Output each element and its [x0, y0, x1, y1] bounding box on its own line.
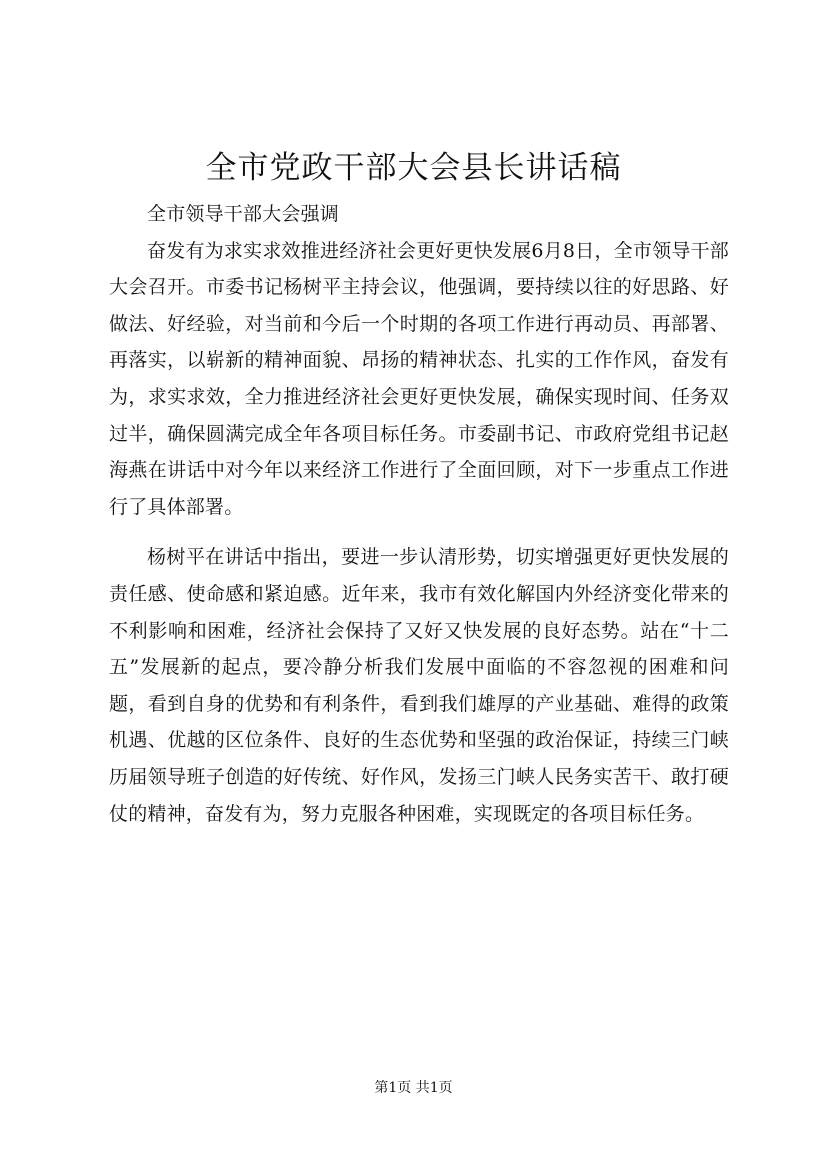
document-title: 全市党政干部大会县长讲话稿: [205, 150, 622, 186]
paragraph-speech: 杨树平在讲话中指出，要进一步认清形势，切实增强更好更快发展的责任感、使命感和紧迫感。近年来，我市有效化解国内外经济变化带来的不利影响和困难，经济社会保持了又好又快发展的良好态势。站在“十二五”发展新的起点，要冷静分析我们发展中面临的不容忽视的困难和问题，看到自身的优势和有利条件，看到我们雄厚的产业基础、难得的政策机遇、优越的区位条件、良好的生态优势和坚强的政治保证，持续三门峡历届领导班子创造的好传统、好作风，发扬三门峡人民务实苦干、敢打硬仗的精神，奋发有为，努力克服各种困难，实现既定的各项目标任务。: [109, 546, 729, 825]
paragraph-subtitle: 全市领导干部大会强调: [147, 203, 340, 225]
paragraph-gap: [109, 525, 729, 539]
document-body: [109, 196, 729, 832]
page-footer: 第1页 共1页: [374, 1080, 453, 1096]
paragraph-meeting: 奋发有为求实求效推进经济社会更好更快发展6月8日，全市领导干部大会召开。市委书记杨树平主持会议，他强调，要持续以往的好思路、好做法、好经验，对当前和今后一个时期的各项工作进行再动员、再部署、再落实，以崭新的精神面貌、昂扬的精神状态、扎实的工作作风，奋发有为，求实求效，全力推进经济社会更好更快发展，确保实现时间、任务双过半，确保圆满完成全年各项目标任务。市委副书记、市政府党组书记赵海燕在讲话中对今年以来经济工作进行了全面回顾，对下一步重点工作进行了具体部署。: [109, 239, 729, 518]
